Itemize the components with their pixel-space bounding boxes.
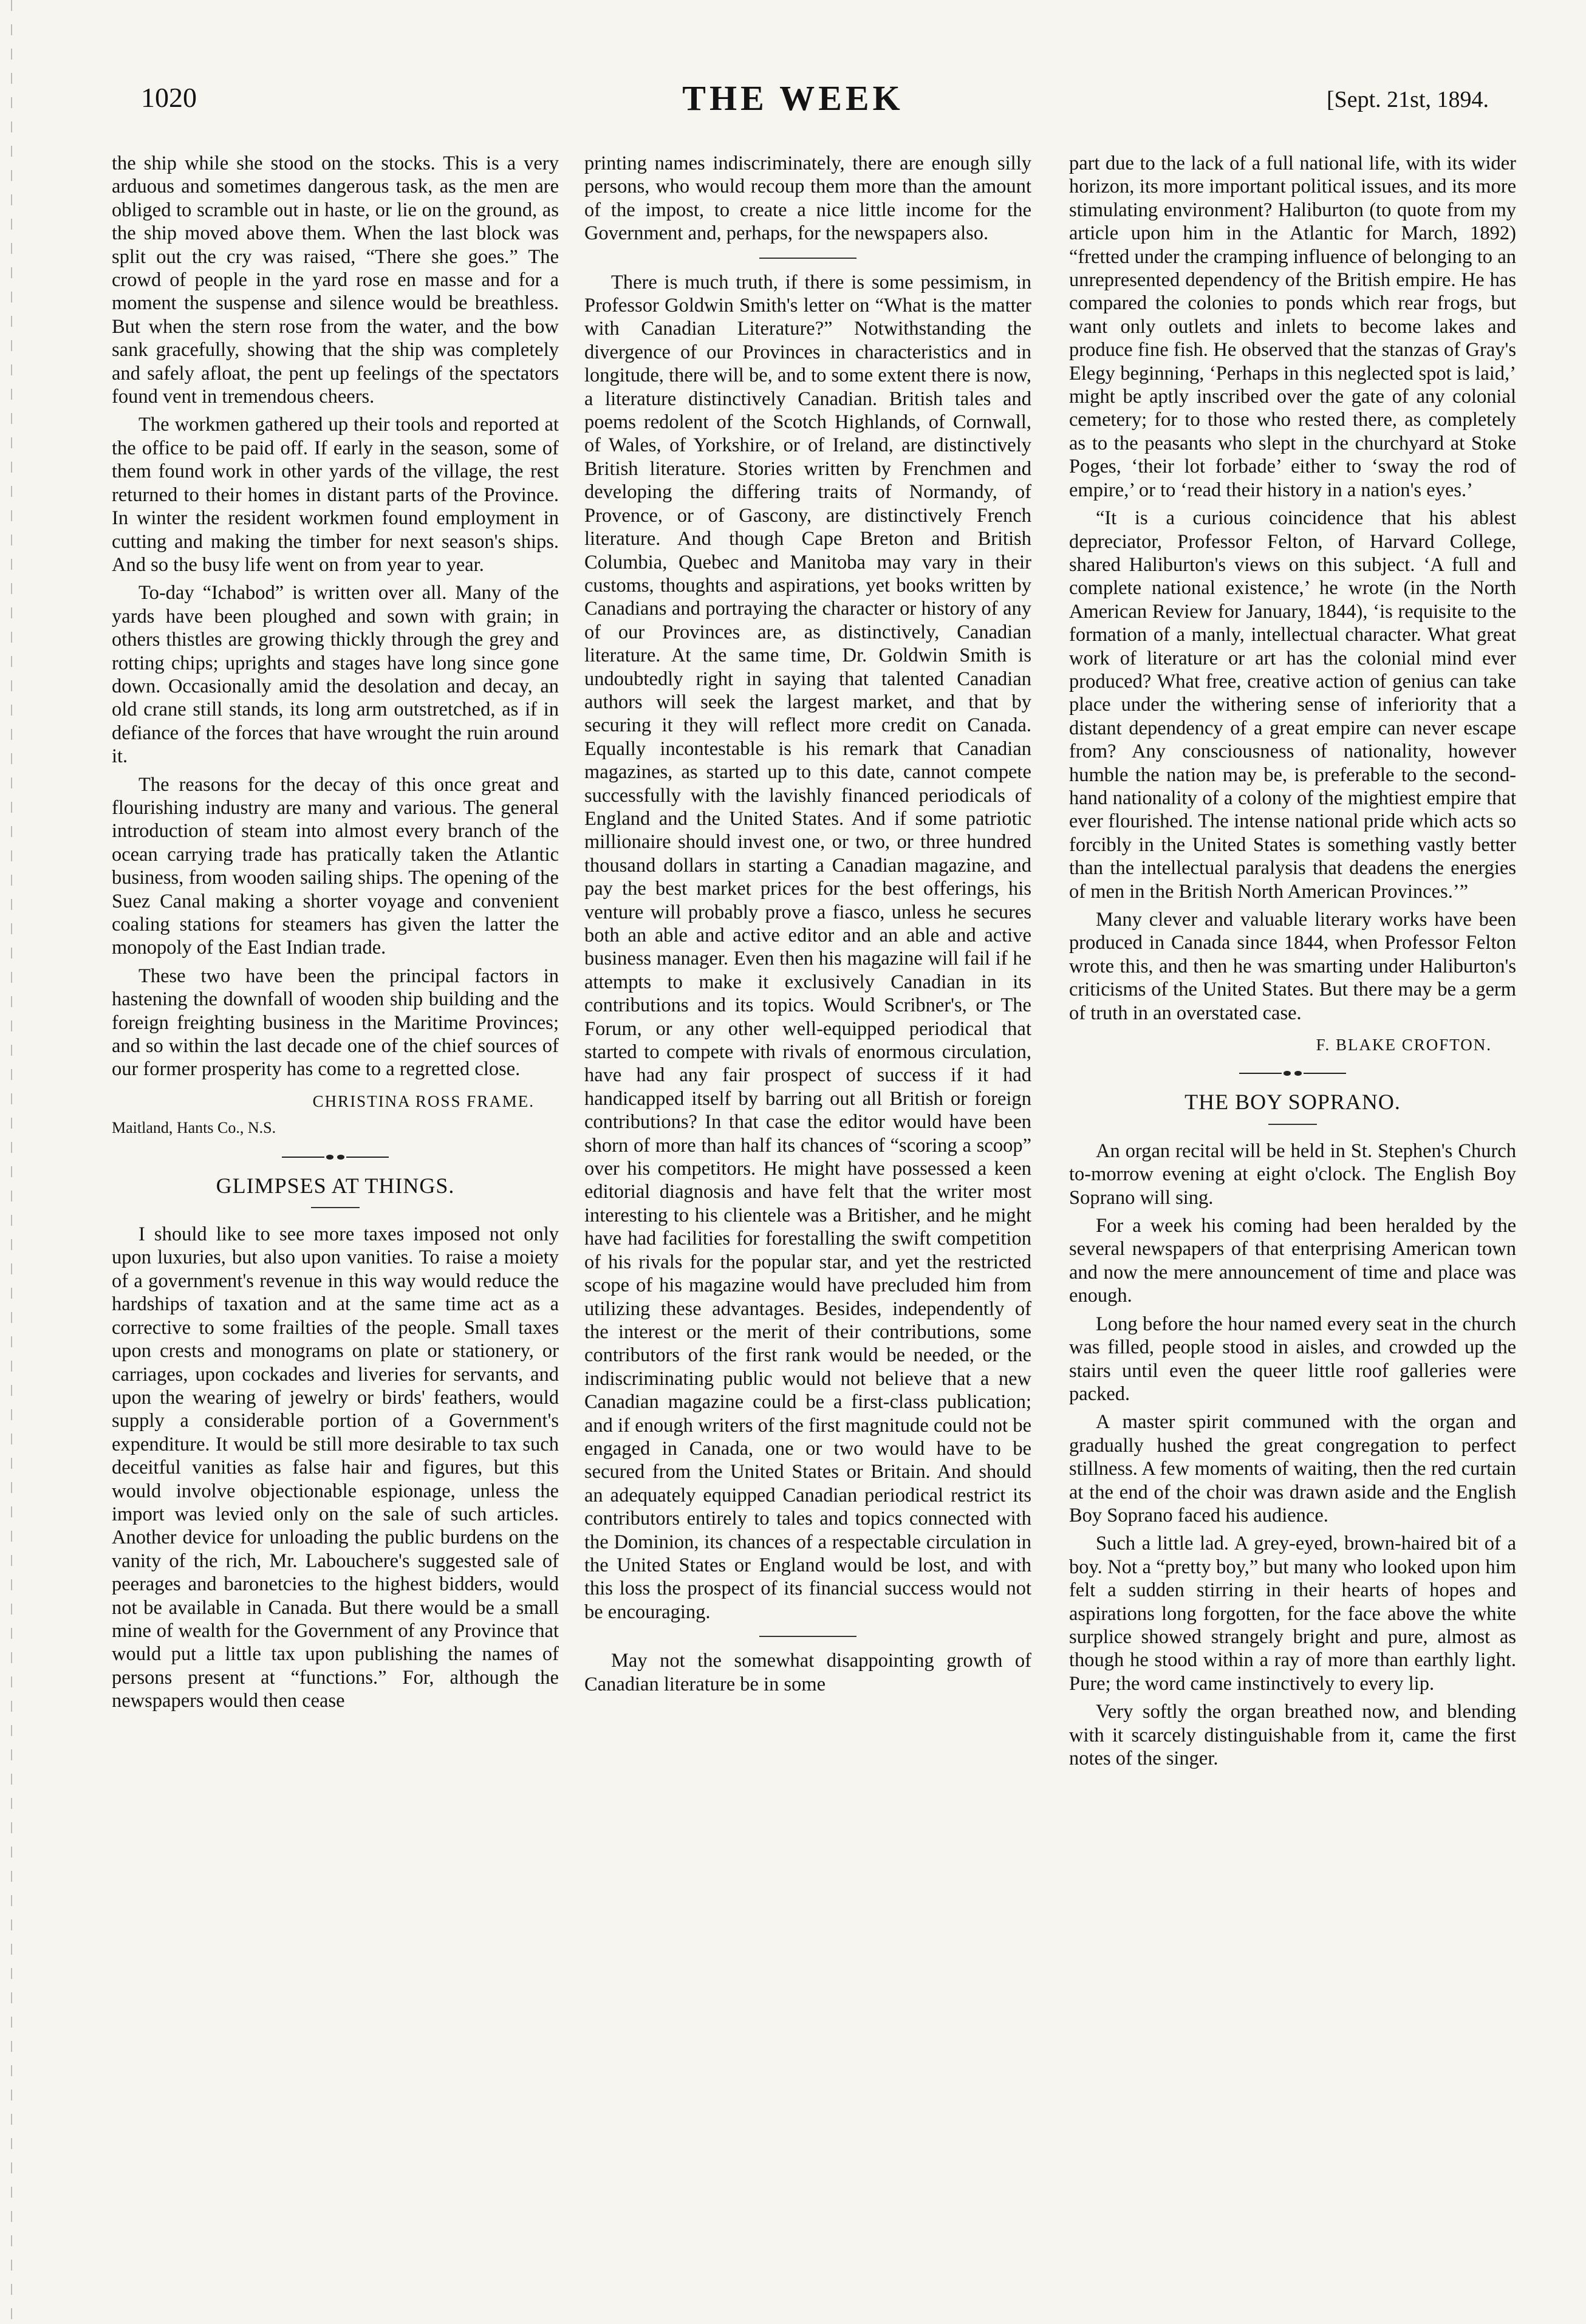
column-2 (584, 152, 1031, 2302)
paragraph: These two have been the principal factors in hastening the downfall of wooden ship building and the foreign freighting business in the Maritime Provinces; and so within the last decade one of the chief sources of our former prosperity has come to a regretted close. (112, 965, 559, 1081)
section-rule (759, 258, 856, 259)
paragraph: The workmen gathered up their tools and reported at the office to be paid off. If early in the season, some of them found work in other yards of the village, the rest returned to their homes in distant parts of the Province. In winter the resident workmen found employment in cutting and making the timber for next season's ships. And so the busy life went on from year to year. (112, 414, 559, 576)
scan-edge (11, 0, 12, 2324)
paragraph: part due to the lack of a full national life, with its wider horizon, its more important political issues, and its more stimulating environment? Haliburton (to quote from my article upon him in the Atlantic for March, 1892) “fretted under the cramping influence of belonging to an unrepresented dependency of the British empire. He has compared the colonies to ponds which rear frogs, but want only outlets and inlets to become lakes and produce fine fish. He observed that the stanzas of Gray's Elegy beginning, ‘Perhaps in this neglected spot is laid,’ might be aptly inscribed over the gate of any colonial cemetery; for to those who rested there, as completely as to the peasants who slept in the churchyard at Stoke Poges, ‘their lot forbade’ either to ‘sway the rod of empire,’ or to ‘read their history in a nation's eyes.’ (1069, 152, 1516, 501)
author-signature: F. BLAKE CROFTON. (1316, 1036, 1492, 1054)
column-1 (112, 152, 559, 2302)
paragraph: Many clever and valuable literary works have been produced in Canada since 1844, when Professor Felton wrote this, and then he was smarting under Haliburton's criticisms of the United States. But there may be a germ of truth in an overstated case. (1069, 909, 1516, 1024)
paragraph: Very softly the organ breathed now, and blending with it scarcely distinguishable from it, came the first notes of the singer. (1069, 1701, 1516, 1769)
section-divider (1069, 1067, 1516, 1079)
paragraph: Long before the hour named every seat in the church was filled, people stood in aisles, and crowded up the stairs until even the queer little roof galleries were packed. (1069, 1313, 1516, 1405)
paragraph: The reasons for the decay of this once great and flourishing industry are many and various. The general introduction of steam into almost every branch of the ocean carrying trade has pratically taken the Atlantic business, from wooden sailing ships. The opening of the Suez Canal making a shorter voyage and convenient coaling stations for steamers has given the latter the monopoly of the East Indian trade. (112, 773, 559, 959)
page-number: 1020 (141, 82, 197, 113)
paragraph: “It is a curious coincidence that his ablest depreciator, Professor Felton, of Harvard College, shared Haliburton's views on this subject. ‘A full and complete national existence,’ he wrote (in the North American Review for January, 1844), ‘is requisite to the formation of a manly, intellectual character. What great work of literature or art has the colonial mind ever produced? What free, creative action of genius can take place under the withering sense of inferiority that a distant dependency of a great empire can never escape from? Any consciousness of nationality, however humble the nation may be, is preferable to the second-hand nationality of a colony of the mightiest empire that ever flourished. The intense national pride which acts so forcibly in the United States is something vastly better than the intellectual paralysis that deadens the energies of men in the British North American Provinces.’” (1069, 507, 1516, 903)
paragraph: May not the somewhat disappointing growth of Canadian literature be in some (584, 1650, 1031, 1695)
paragraph: A master spirit communed with the organ and gradually hushed the great congregation to perfect stillness. A few moments of waiting, then the red curtain at the end of the choir was drawn aside and the English Boy Soprano faced his audience. (1069, 1411, 1516, 1526)
paragraph: There is much truth, if there is some pessimism, in Professor Goldwin Smith's letter on “What is the matter with Canadian Literature?” Notwithstanding the divergence of our Provinces in characteristics and in longitude, there will be, and to some extent there is now, a literature distinctively Canadian. British tales and poems redolent of the Scotch Highlands, of Cornwall, of Wales, of Yorkshire, or of Ireland, are distinctively British literature. Stories written by Frenchmen and developing the differing traits of Normandy, of Provence, or of Gascony, are distinctively French literature. And though Cape Breton and British Columbia, Quebec and Manitoba may vary in their customs, thoughts and aspirations, yet books written by Canadians and portraying the character or history of any of our Provinces are, as distinctively, Canadian literature. At the same time, Dr. Goldwin Smith is undoubtedly right in saying that talented Canadian authors will seek the largest market, and that by securing it they will reflect more credit on Canada. Equally incontestable is his remark that Canadian magazines, as started up to this date, cannot compete successfully with the lavishly financed periodicals of England and the United States. And if some patriotic millionaire should invest one, or two, or three hundred thousand dollars in starting a Canadian magazine, and pay the best market prices for the best offerings, his venture will probably prove a fiasco, unless he secures both an able and active editor and an able and active business manager. Even then his magazine will fail if he attempts to make it exclusively Canadian in its contributions and its topics. Would Scribner's, or The Forum, or any other well-equipped periodical that started to compete with rivals of enormous circulation, have had any fair prospect of success if it had handicapped itself by barring out all British or foreign contributions? In that case the editor would have been shorn of more than half its chances of “scoring a scoop” over his competitors. He might have possessed a keen editorial diagnosis and have felt that the writer most interesting to his clientele was a Britisher, and he might have had facilities for forestalling the swift competition of his rivals for the popular star, and yet the restricted scope of his magazine would have precluded him from utilizing these advantages. Besides, independently of the interest or the merit of their contributions, some contributors of the first rank would be needed, or the indiscriminating public would not believe that a new Canadian magazine could be a first-class publication; and if enough writers of the first magnitude could not be engaged in Canada, one or two would have to be secured from the United States or Britain. And should an adequately equipped Canadian periodical restrict its contributors entirely to tales and topics connected with the Dominion, its chances of a respectable circulation in the United States or England would be lost, and with this loss the prospect of its financial success would not be encouraging. (584, 271, 1031, 1623)
heading-rule (311, 1207, 360, 1208)
paragraph: Such a little lad. A grey-eyed, brown-haired bit of a boy. Not a “pretty boy,” but many who looked upon him felt a sudden stirring in their hearts of hopes and aspirations long forgotten, for the face above the white surplice showed strangely bright and pure, almost as though he stood within a ray of more than earthly light. Pure; the word came instinctively to every lip. (1069, 1533, 1516, 1695)
paragraph: To-day “Ichabod” is written over all. Many of the yards have been ploughed and sown with grain; in others thistles are growing thickly through the grey and rotting chips; uprights and stages have long since gone down. Occasionally amid the desolation and decay, an old crane still stands, its long arm outstretched, as if in defiance of the forces that have wrought the ruin around it. (112, 582, 559, 768)
section-divider (112, 1151, 559, 1163)
page-header (0, 78, 1586, 126)
heading-rule (1268, 1124, 1317, 1125)
section-heading: GLIMPSES AT THINGS. (216, 1173, 455, 1198)
paragraph: For a week his coming had been heralded by the several newspapers of that enterprising American town and now the mere announcement of time and place was enough. (1069, 1215, 1516, 1307)
paragraph: An organ recital will be held in St. Stephen's Church to-morrow evening at eight o'clock. The English Boy Soprano will sing. (1069, 1140, 1516, 1209)
paragraph: the ship while she stood on the stocks. This is a very arduous and sometimes dangerous task, as the men are obliged to scramble out in haste, or lie on the ground, as the ship moved above them. When the last block was split out the cry was raised, “There she goes.” The crowd of people in the yard rose en masse and for a moment the suspense and silence would be breathless. But when the stern rose from the water, and the bow sank gracefully, showing that the ship was completely and safely afloat, the pent up feelings of the spectators found vent in tremendous cheers. (112, 152, 559, 408)
author-place: Maitland, Hants Co., N.S. (112, 1119, 276, 1137)
journal-title: THE WEEK (682, 78, 904, 118)
column-3 (1069, 152, 1516, 2302)
section-heading: THE BOY SOPRANO. (1184, 1090, 1401, 1115)
issue-date: [Sept. 21st, 1894. (1326, 87, 1489, 112)
paragraph: printing names indiscriminately, there are enough silly persons, who would recoup them more than the amount of the impost, to create a nice little income for the Government and, perhaps, for the newspapers also. (584, 152, 1031, 245)
paragraph: I should like to see more taxes imposed not only upon luxuries, but also upon vanities. To raise a moiety of a government's revenue in this way would reduce the hardships of taxation and at the same time act as a corrective to some frailties of the people. Small taxes upon crests and monograms on plate or stationery, or carriages, upon cockades and liveries for servants, and upon the wearing of jewelry or birds' feathers, would supply a considerable portion of a Government's expenditure. It would be still more desirable to tax such deceitful vanities as false hair and figures, but this would involve objectionable espionage, unless the import was levied only on the sale of such articles. Another device for unloading the public burdens on the vanity of the rich, Mr. Labouchere's suggested sale of peerages and baronetcies to the highest bidders, would not be available in Canada. But there would be a small mine of wealth for the Government of any Province that would put a little tax upon publishing the names of persons present at “functions.” For, although the newspapers would then cease (112, 1223, 559, 1712)
section-rule (759, 1636, 856, 1637)
author-signature: CHRISTINA ROSS FRAME. (312, 1092, 535, 1110)
